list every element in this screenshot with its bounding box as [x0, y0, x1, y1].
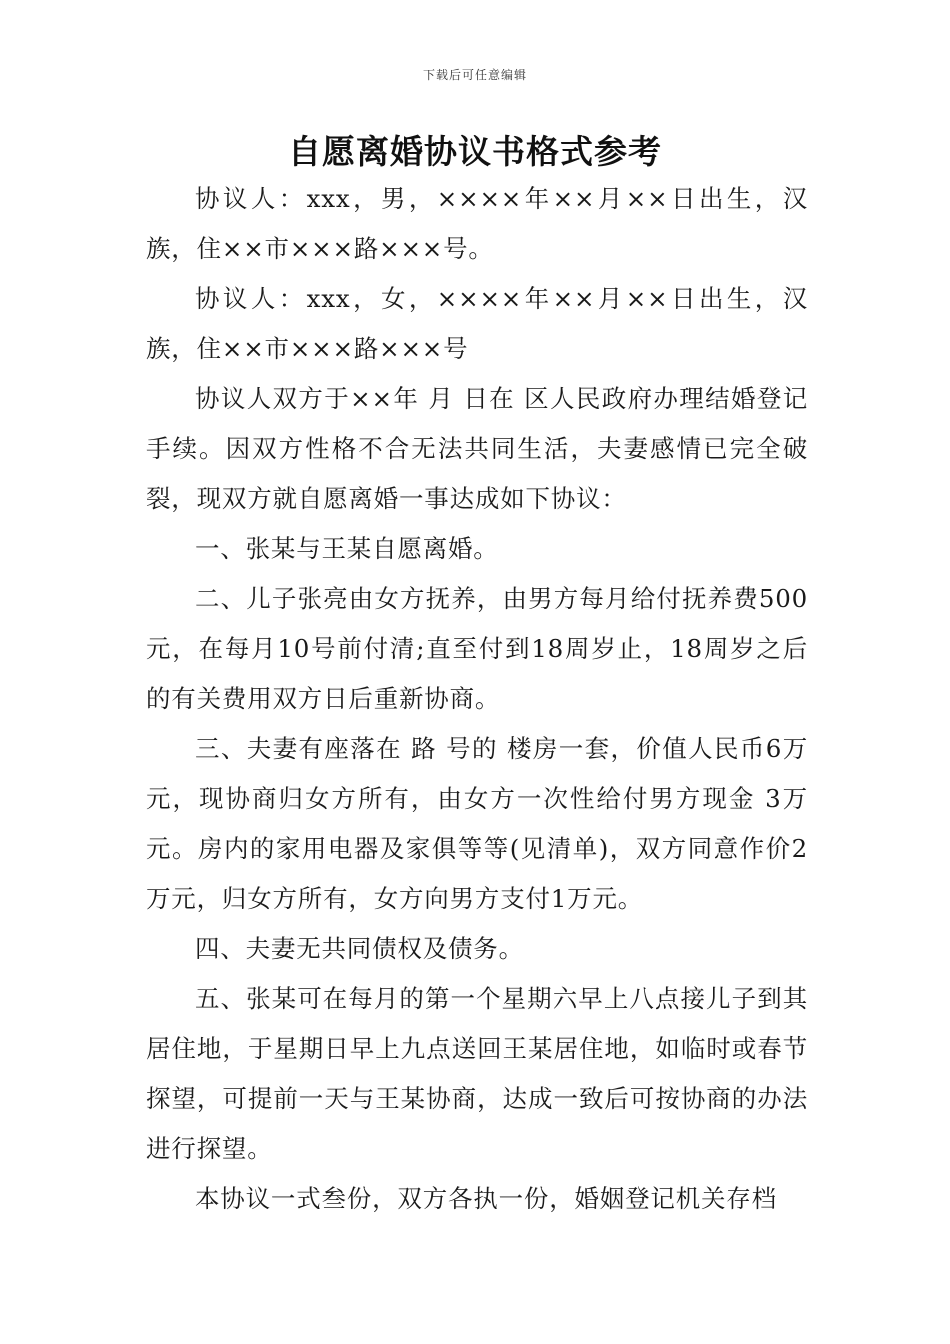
paragraph-clause-5: 五、张某可在每月的第一个星期六早上八点接儿子到其居住地，于星期日早上九点送回王某居住地，如临时或春节探望，可提前一天与王某协商，达成一致后可按协商的办法进行探望。: [146, 984, 808, 1163]
paragraph-clause-4: 四、夫妻无共同债权及债务。: [195, 934, 524, 963]
paragraph-clause-3: 三、夫妻有座落在 路 号的 楼房一套，价值人民币6万元，现协商归女方所有，由女方一次性给付男方现金 3万元。房内的家用电器及家俱等等(见清单)，双方同意作价2万元，归女方所有，女方向男方支付1万元。: [146, 734, 808, 913]
paragraph-party-male: 协议人：xxx，男，××××年××月××日出生，汉族，住××市×××路×××号。: [146, 184, 808, 263]
paragraph-copies: 本协议一式叁份，双方各执一份，婚姻登记机关存档: [195, 1184, 777, 1213]
paragraph-clause-2: 二、儿子张亮由女方抚养，由男方每月给付抚养费500元，在每月10号前付清;直至付到18周岁止，18周岁之后的有关费用双方日后重新协商。: [146, 584, 808, 713]
header-note: 下载后可任意编辑: [422, 68, 527, 82]
paragraph-background: 协议人双方于××年 月 日在 区人民政府办理结婚登记手续。因双方性格不合无法共同生活，夫妻感情已完全破裂，现双方就自愿离婚一事达成如下协议：: [146, 384, 808, 513]
document-body: [146, 174, 808, 1224]
document-title: 自愿离婚协议书格式参考: [288, 132, 662, 171]
paragraph-clause-1: 一、张某与王某自愿离婚。: [195, 534, 499, 563]
paragraph-party-female: 协议人：xxx，女，××××年××月××日出生，汉族，住××市×××路×××号: [146, 284, 808, 363]
